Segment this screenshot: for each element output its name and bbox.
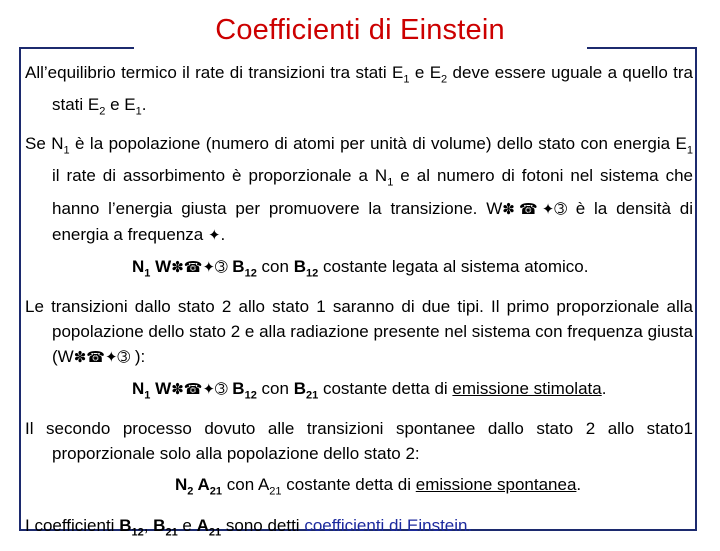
highlighted-term: coefficienti di Einstein xyxy=(304,515,468,535)
subscript: 1 xyxy=(144,389,151,402)
text: con xyxy=(256,256,294,276)
text: Se N xyxy=(25,133,64,153)
formula-term: B xyxy=(293,256,306,276)
formula-term: B xyxy=(119,515,132,535)
formula-term: B xyxy=(227,256,245,276)
paragraph-transitions xyxy=(25,294,693,370)
garbled-symbol-glyphs: ✽☎✦➂ xyxy=(171,257,228,276)
text: . xyxy=(220,224,226,244)
text: ): xyxy=(130,346,146,366)
subscript: 12 xyxy=(305,266,319,279)
text: All’equilibrio termico il rate di transizioni tra stati E xyxy=(25,63,404,82)
formula-term: A xyxy=(193,475,210,495)
subscript: 2 xyxy=(187,485,194,498)
slide-body xyxy=(25,60,693,551)
subscript: 21 xyxy=(305,389,319,402)
text: e E xyxy=(409,63,442,82)
garbled-symbol-glyphs: ✽☎✦➂ xyxy=(73,347,131,366)
subscript: 1 xyxy=(63,144,70,157)
paragraph-spontaneous xyxy=(25,416,693,466)
garbled-symbol-glyph: ✦ xyxy=(207,225,221,244)
formula-term: B xyxy=(227,378,245,398)
slide-title: Coefficienti di Einstein xyxy=(215,14,505,46)
formula-term: B xyxy=(293,378,306,398)
text: deve essere uguale a quello tra stati E xyxy=(52,63,693,115)
formula-term: W xyxy=(150,256,172,276)
text: e E xyxy=(105,95,136,115)
text: . xyxy=(576,475,582,495)
text: il rate di assorbimento è proporzionale a N xyxy=(52,166,388,186)
subscript: 12 xyxy=(131,526,144,539)
formula-term: N xyxy=(175,475,188,495)
formula-absorption xyxy=(25,254,693,286)
text: costante detta di xyxy=(281,475,416,495)
text: sono detti xyxy=(221,515,305,535)
subscript: 2 xyxy=(441,73,448,86)
formula-stimulated-emission xyxy=(25,376,693,408)
garbled-symbol-glyphs: ✽☎✦➂ xyxy=(171,379,228,398)
underlined-term: emissione stimolata xyxy=(452,378,602,398)
subscript: 21 xyxy=(165,526,178,539)
text: Il secondo processo dovuto alle transizioni spontanee dallo stato 2 allo stato1 proporzionale solo alla popolazione dello stato 2: xyxy=(25,419,693,464)
text: I coefficienti xyxy=(25,515,120,535)
underlined-term: emissione spontanea xyxy=(415,475,577,495)
subscript: 1 xyxy=(387,176,394,189)
formula-term: W xyxy=(150,378,172,398)
formula-spontaneous-emission xyxy=(25,472,693,504)
text: Le transizioni dallo stato 2 allo stato 1 saranno di due tipi. Il primo proporzionale alla popolazione dello stato 2 e alla radiazione presente nel sistema con frequenza giusta (W xyxy=(25,296,693,366)
paragraph-equilibrium xyxy=(25,60,693,125)
subscript: 1 xyxy=(144,266,151,279)
subscript: 2 xyxy=(99,105,106,118)
text: è la densità di energia a frequenza xyxy=(52,198,693,244)
subscript: 21 xyxy=(209,485,223,498)
subscript: 1 xyxy=(135,105,142,118)
formula-term: A xyxy=(196,515,209,535)
text: , xyxy=(143,515,154,535)
subscript: 12 xyxy=(244,389,257,402)
garbled-symbol-glyphs: ✽☎✦➂ xyxy=(502,199,567,218)
paragraph-einstein-coefficients xyxy=(25,513,693,545)
formula-term: N xyxy=(132,378,145,398)
subscript: 21 xyxy=(269,485,282,498)
subscript: 12 xyxy=(244,266,257,279)
subscript: 1 xyxy=(686,144,693,157)
formula-term: N xyxy=(132,256,145,276)
text: costante legata al sistema atomico. xyxy=(318,256,589,276)
text: . xyxy=(141,95,147,115)
text: e xyxy=(177,515,197,535)
text: con xyxy=(256,378,294,398)
text: costante detta di xyxy=(318,378,453,398)
text: e al numero di fotoni nel sistema che hanno l’energia giusta per promuovere la transizione. W xyxy=(52,166,693,218)
paragraph-absorption xyxy=(25,131,693,248)
subscript: 21 xyxy=(208,526,222,539)
subscript: 1 xyxy=(403,73,410,86)
text: è la popolazione (numero di atomi per unità di volume) dello stato con energia E xyxy=(69,133,687,153)
formula-term: B xyxy=(153,515,166,535)
text: . xyxy=(467,515,473,535)
text: . xyxy=(601,378,607,398)
text: con A xyxy=(222,475,270,495)
